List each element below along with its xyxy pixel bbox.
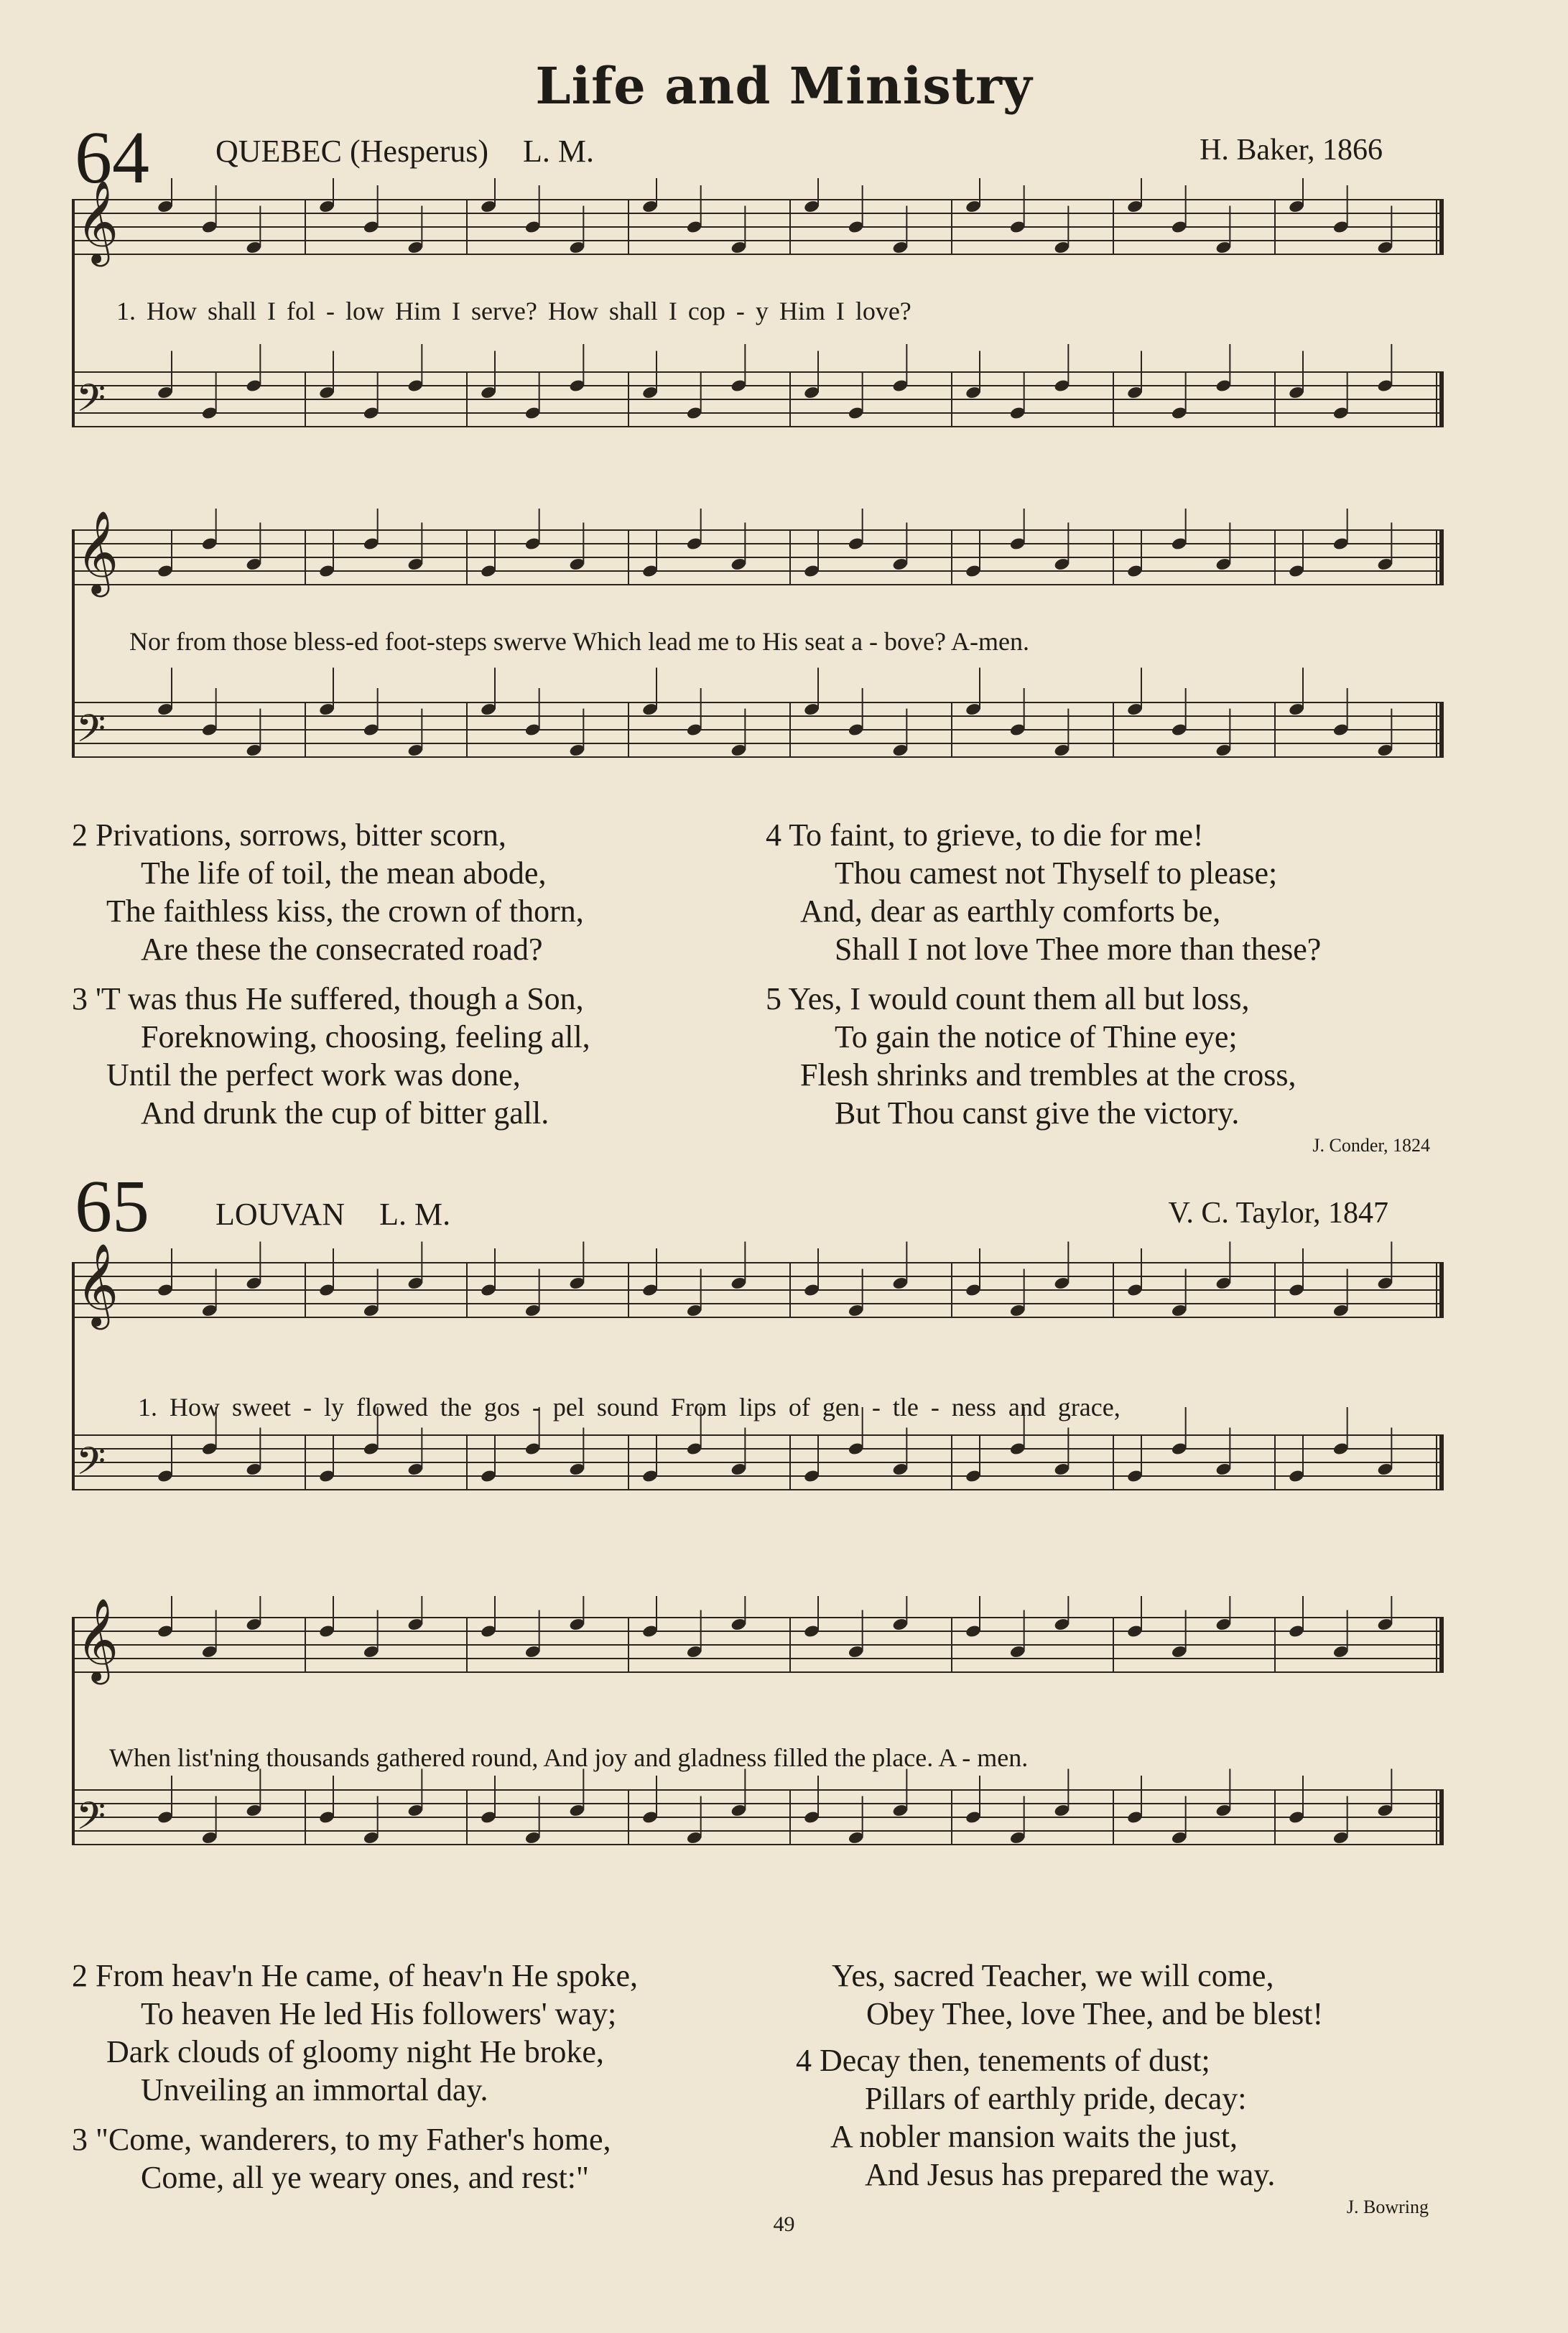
verse-line: Unveiling an immortal day. [141,2072,488,2107]
tune-heading [215,133,594,170]
verse [72,2120,611,2197]
meter: L. M. [379,1197,451,1232]
verse [72,980,590,1132]
lyric-line: 1. How sweet - ly flowed the gos - pel sound From lips of gen - tle - ness and grace, [138,1393,1121,1421]
verse-line: Are these the consecrated road? [141,932,543,967]
verse-line: Flesh shrinks and trembles at the cross, [800,1057,1296,1093]
composer: H. Baker, 1866 [1200,134,1383,167]
lyric-line: Nor from those bless-ed foot-steps swerve Which lead me to His seat a - bove? A-men. [129,627,1029,656]
bass-clef-icon: 𝄢 [76,1794,106,1848]
verse-line: Decay then, tenements of dust; [820,2043,1210,2078]
verse-line: Come, all ye weary ones, and rest:" [141,2160,589,2195]
hymn-number: 64 [75,116,149,199]
verse-number: 5 [766,981,781,1016]
verse-line: Yes, I would count them all but loss, [788,981,1250,1016]
grand-staff [72,1596,1444,1876]
treble-clef-icon: 𝄞 [76,1597,119,1682]
bass-clef-icon: 𝄢 [76,707,106,761]
verse-line: And Jesus has prepared the way. [865,2157,1276,2192]
verse-line: A nobler mansion waits the just, [830,2119,1238,2154]
verse-number: 3 [72,2122,88,2157]
verse-line: From heav'n He came, of heav'n He spoke, [96,1958,639,1993]
verse [832,1957,1323,2033]
tune-heading [215,1196,450,1233]
verse-line: And drunk the cup of bitter gall. [141,1095,549,1131]
verse-number: 4 [766,817,781,853]
verse-line: The faithless kiss, the crown of thorn, [106,894,584,929]
verse [766,816,1321,968]
treble-clef-icon: 𝄞 [76,1242,119,1327]
verse-line: To heaven He led His followers' way; [141,1996,617,2031]
verse [72,816,584,968]
author-credit: J. Conder, 1824 [1312,1135,1430,1156]
lyric-line: 1. How shall I fol - low Him I serve? How shall I cop - y Him I love? [116,297,911,325]
verse-number: 2 [72,1958,88,1993]
treble-clef-icon: 𝄞 [76,509,119,594]
verse-line: Dark clouds of gloomy night He broke, [106,2034,604,2069]
verse-line: To gain the notice of Thine eye; [835,1019,1238,1054]
verse-number: 2 [72,817,88,853]
verse-line: And, dear as earthly comforts be, [800,894,1221,929]
verse-number: 4 [796,2043,812,2078]
verse-line: Shall I not love Thee more than these? [835,932,1322,967]
verse-line: Until the perfect work was done, [106,1057,521,1093]
treble-clef-icon: 𝄞 [76,179,119,264]
verse [796,2041,1275,2194]
verse-line: Pillars of earthly pride, decay: [865,2081,1247,2116]
verse-line: Yes, sacred Teacher, we will come, [832,1958,1274,1993]
verse-number: 3 [72,981,88,1016]
verse-line: "Come, wanderers, to my Father's home, [96,2122,611,2157]
bass-clef-icon: 𝄢 [76,1439,106,1493]
lyric-line: When list'ning thousands gathered round, And joy and gladness filled the place. A - men. [109,1743,1029,1772]
meter: L. M. [523,134,595,169]
verse-line: Privations, sorrows, bitter scorn, [96,817,506,853]
verse-line: But Thou canst give the victory. [835,1095,1240,1131]
verse [766,980,1296,1132]
verse-line: 'T was thus He suffered, though a Son, [96,981,584,1016]
hymn-number: 65 [75,1165,149,1248]
author-credit: J. Bowring [1346,2197,1429,2217]
verse-line: Foreknowing, choosing, feeling all, [141,1019,590,1054]
page-title: Life and Ministry [535,56,1033,116]
bass-clef-icon: 𝄢 [76,376,106,430]
verse-line: Obey Thee, love Thee, and be blest! [866,1996,1324,2031]
verse [72,1957,638,2109]
verse-line: Thou camest not Thyself to please; [835,855,1278,891]
composer: V. C. Taylor, 1847 [1168,1197,1388,1230]
tune-name: LOUVAN [215,1197,345,1232]
tune-name: QUEBEC (Hesperus) [215,134,489,169]
grand-staff [72,1241,1444,1521]
music-system [72,1241,1444,1521]
music-system [72,1596,1444,1876]
page-number: 49 [773,2212,795,2236]
verse-line: The life of toil, the mean abode, [141,855,547,891]
verse-line: To faint, to grieve, to die for me! [789,817,1204,853]
